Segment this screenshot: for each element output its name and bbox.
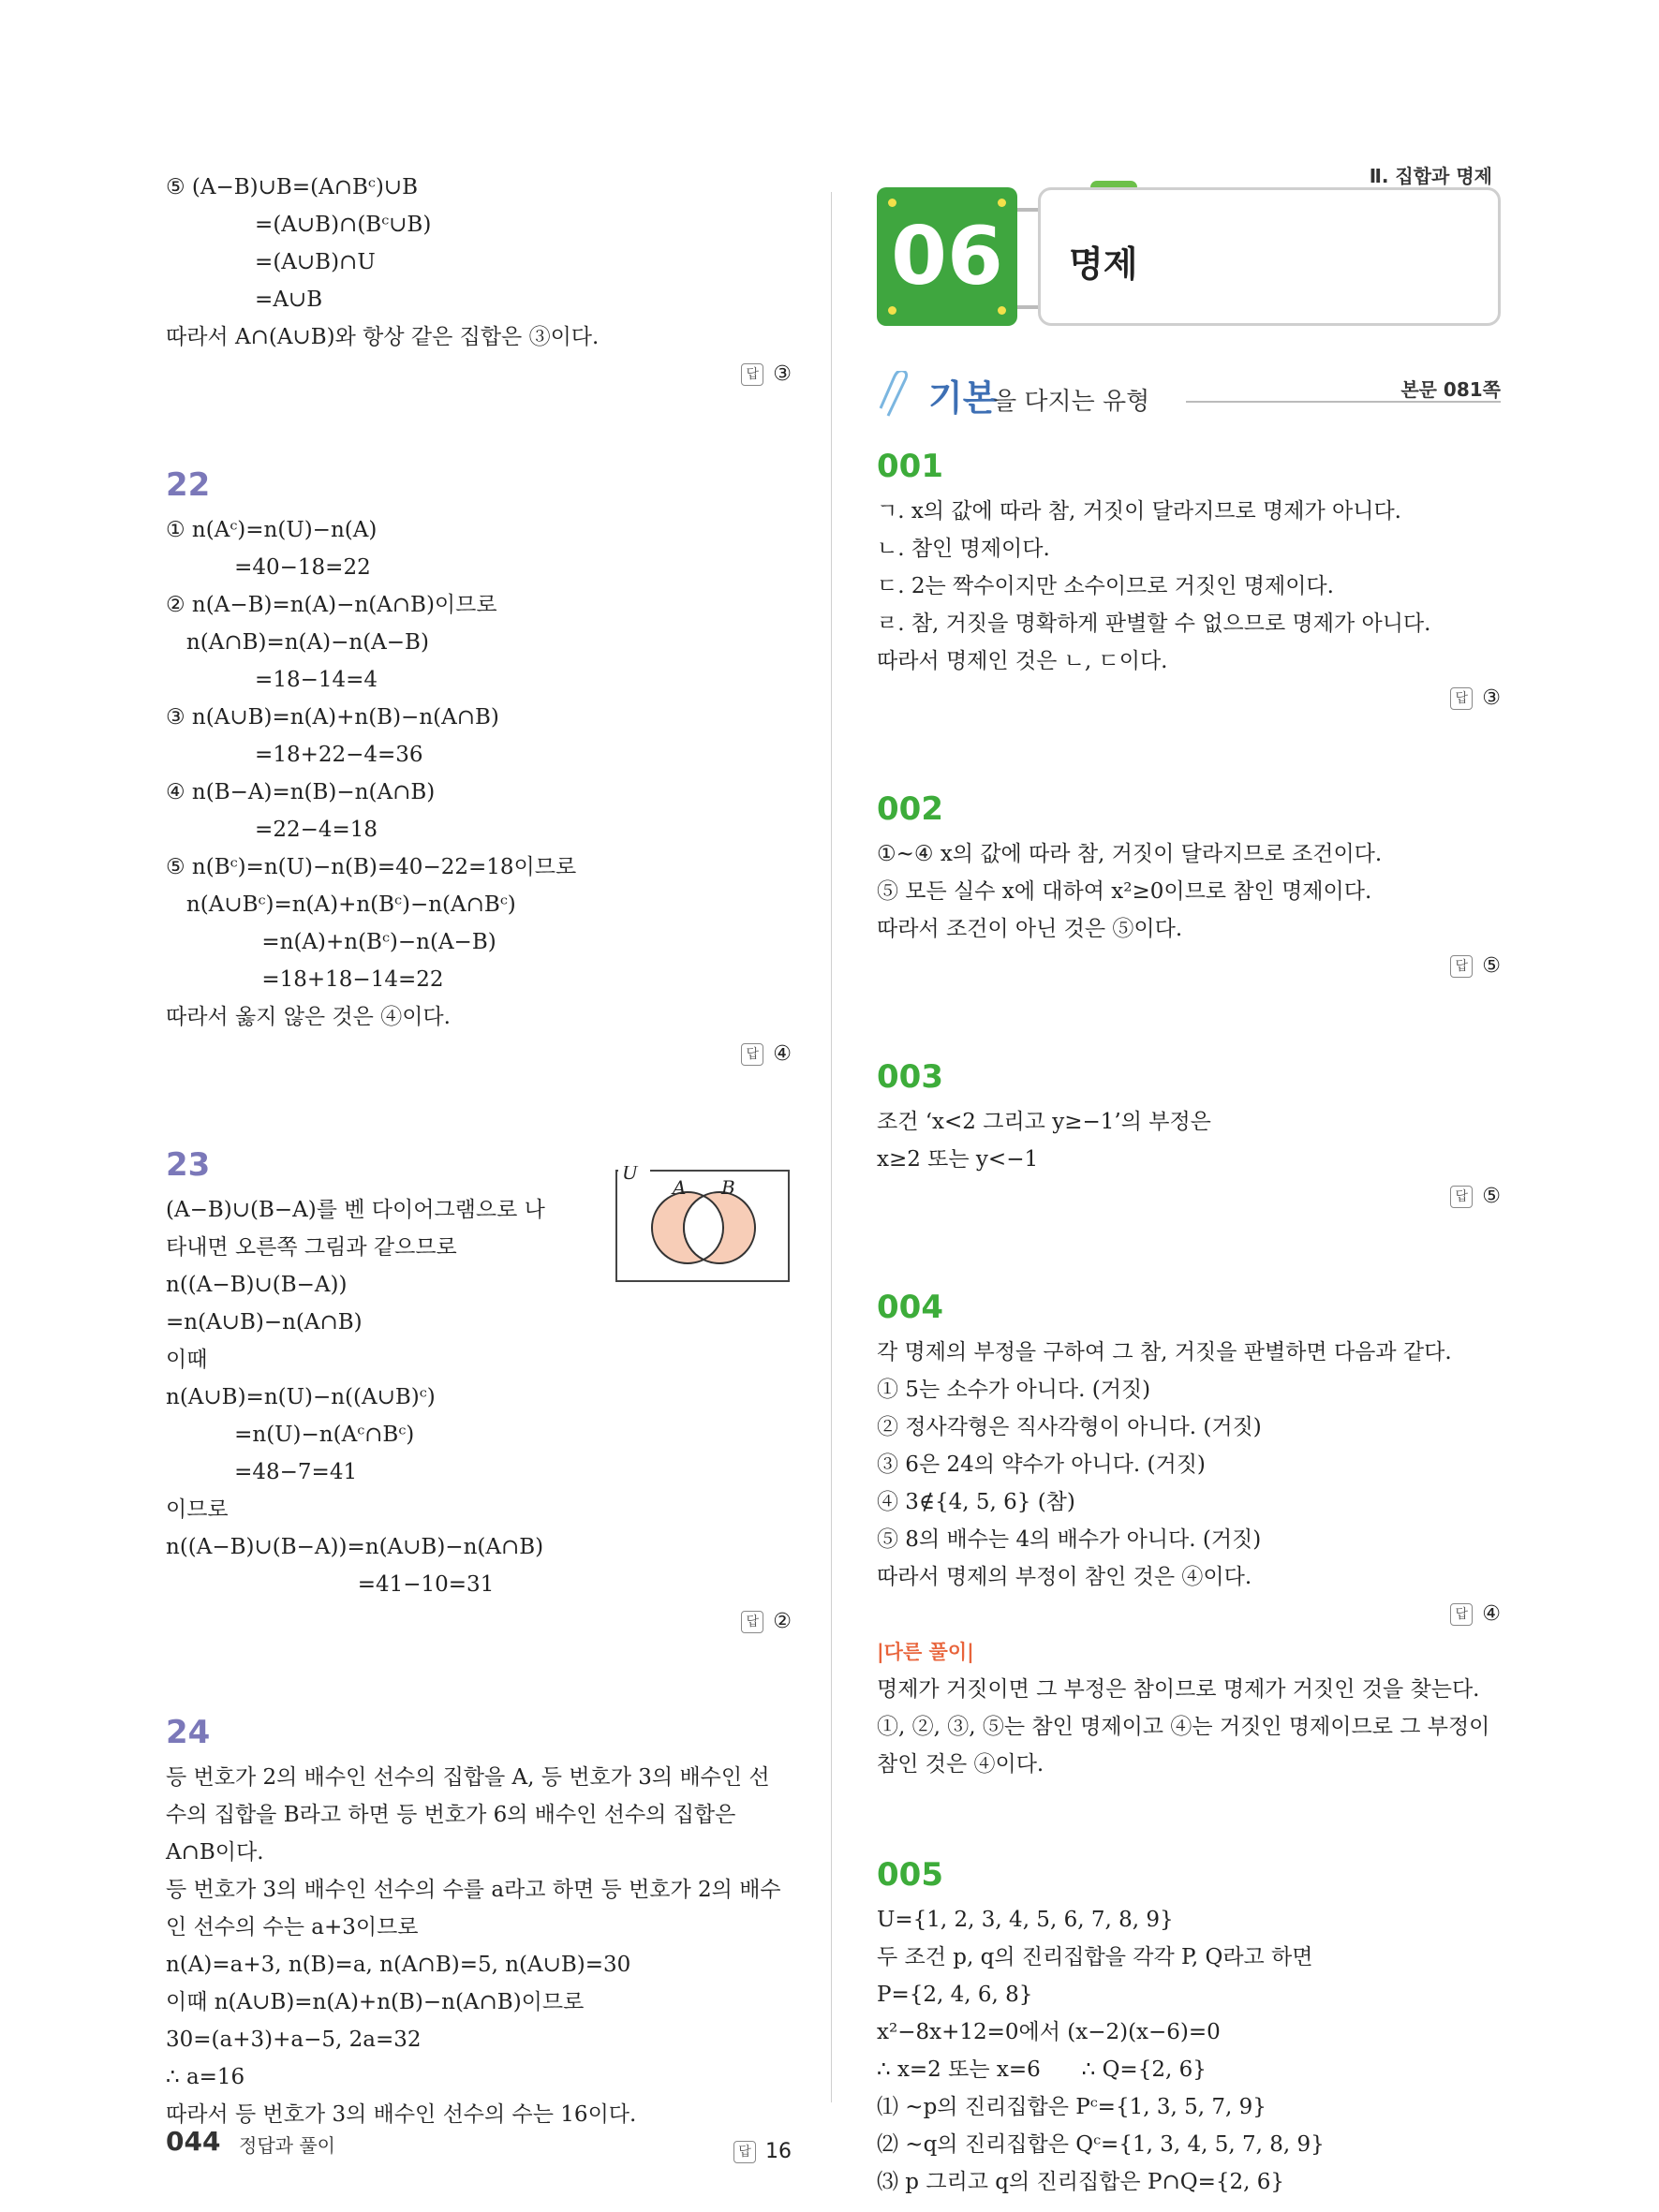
answer: [877, 948, 1501, 985]
text-line: 따라서 명제의 부정이 참인 것은 ④이다.: [877, 1565, 1252, 1589]
text-line: =A∪B: [166, 288, 323, 312]
text-line: ①, ②, ③, ⑤는 참인 명제이고 ④는 거짓인 명제이므로 그 부정이: [877, 1715, 1490, 1739]
answer-value: ②: [773, 1610, 792, 1633]
chapter-number: 06: [891, 210, 1003, 303]
section-title-rest: 을 다지는 유형: [993, 388, 1150, 416]
text-line: 이므로: [166, 1497, 229, 1522]
text-line: ⑶ p 그리고 q의 진리집합은 P∩Q={2, 6}: [877, 2170, 1284, 2194]
text-line: ⑤ 8의 배수는 4의 배수가 아니다. (거짓): [877, 1527, 1262, 1552]
text-line: ② n(A−B)=n(A)−n(A∩B)이므로: [166, 593, 497, 617]
answer-icon: 답: [741, 363, 763, 386]
answer-value: 16: [765, 2140, 792, 2163]
text-line: 등 번호가 3의 배수인 선수의 수를 a라고 하면 등 번호가 2의 배수: [166, 1878, 781, 1902]
text-line: =n(A)+n(Bᶜ)−n(A−B): [166, 930, 496, 954]
text-line: 따라서 등 번호가 3의 배수인 선수의 수는 16이다.: [166, 2102, 637, 2127]
text-line: 따라서 옳지 않은 것은 ④이다.: [166, 1005, 451, 1029]
problem-004: [877, 1281, 1501, 1783]
text-line: ①~④ x의 값에 따라 참, 거짓이 달라지므로 조건이다.: [877, 842, 1383, 866]
answer: [166, 1036, 792, 1073]
text-line: 수의 집합을 B라고 하면 등 번호가 6의 배수인 선수의 집합은: [166, 1803, 736, 1827]
text-line: =18−14=4: [166, 668, 378, 692]
page-reference: 본문 081쪽: [1400, 378, 1501, 401]
text-line: 이때: [166, 1348, 208, 1372]
text-line: ① 5는 소수가 아니다. (거짓): [877, 1378, 1151, 1402]
text-line: A∩B이다.: [166, 1840, 264, 1865]
answer-value: ③: [773, 362, 792, 386]
answer-value: ④: [1482, 1602, 1501, 1626]
problem-number: 004: [877, 1289, 943, 1326]
problem-number: 23: [166, 1146, 211, 1184]
text-line: ㄹ. 참, 거짓을 명확하게 판별할 수 없으므로 명제가 아니다.: [877, 612, 1431, 636]
alt-solution-label: |다른 풀이|: [877, 1641, 974, 1663]
venn-label-u: U: [622, 1166, 638, 1184]
text-line: ④ n(B−A)=n(B)−n(A∩B): [166, 780, 436, 804]
text-line: P={2, 4, 6, 8}: [877, 1983, 1033, 2007]
venn-label-b: B: [721, 1176, 735, 1199]
text-line: =18+22−4=36: [166, 743, 423, 767]
answer-icon: 답: [741, 1043, 763, 1066]
chapter-number-box: [877, 187, 1017, 326]
text-line: 타내면 오른쪽 그림과 같으므로: [166, 1235, 457, 1260]
text-line: ∴ a=16: [166, 2065, 245, 2089]
answer-icon: 답: [1450, 1186, 1473, 1208]
page-number: 044: [166, 2126, 221, 2157]
problem-22: [166, 459, 792, 1073]
answer-icon: 답: [1450, 1603, 1473, 1626]
section-title-strong: 기본: [928, 377, 998, 419]
problem-number: 005: [877, 1856, 943, 1894]
text-line: 인 선수의 수는 a+3이므로: [166, 1915, 419, 1939]
chapter-title-box: [1038, 187, 1501, 326]
text-line: ⑤ 모든 실수 x에 대하여 x²≥0이므로 참인 명제이다.: [877, 879, 1372, 904]
text-line: ④ 3∉{4, 5, 6} (참): [877, 1490, 1075, 1514]
answer-icon: 답: [1450, 955, 1473, 978]
text-line: n(A∪B)=n(U)−n((A∪B)ᶜ): [166, 1385, 436, 1409]
problem-24: [166, 1706, 792, 2171]
text-line: U={1, 2, 3, 4, 5, 6, 7, 8, 9}: [877, 1908, 1174, 1932]
venn-diagram: [615, 1166, 792, 1288]
text-line: ∴ x=2 또는 x=6 ∴ Q={2, 6}: [877, 2057, 1207, 2082]
text-line: =n(A∪B)−n(A∩B): [166, 1310, 363, 1335]
answer: [166, 1603, 792, 1641]
text-line: ⑵ ~q의 진리집합은 Qᶜ={1, 3, 4, 5, 7, 8, 9}: [877, 2132, 1325, 2157]
text-line: ㄷ. 2는 짝수이지만 소수이므로 거짓인 명제이다.: [877, 574, 1334, 598]
text-line: n((A−B)∪(B−A)): [166, 1273, 348, 1297]
text-line: n((A−B)∪(B−A))=n(A∪B)−n(A∩B): [166, 1535, 544, 1559]
clip-icon: [877, 371, 914, 423]
text-line: =48−7=41: [166, 1460, 358, 1484]
answer-value: ⑤: [1482, 1185, 1501, 1208]
problem-21-cont: [166, 169, 792, 393]
problem-005: [877, 1849, 1501, 2201]
text-line: 두 조건 p, q의 진리집합을 각각 P, Q라고 하면: [877, 1945, 1313, 1969]
text-line: 조건 ‘x<2 그리고 y≥−1’의 부정은: [877, 1110, 1211, 1134]
text-line: ③ 6은 24의 약수가 아니다. (거짓): [877, 1453, 1206, 1477]
text-line: 따라서 A∩(A∪B)와 항상 같은 집합은 ③이다.: [166, 325, 600, 349]
footer-label: 정답과 풀이: [239, 2134, 335, 2157]
text-line: =40−18=22: [166, 555, 371, 580]
text-line: n(A∩B)=n(A)−n(A−B): [166, 630, 429, 655]
right-column: [877, 440, 1501, 2201]
text-line: n(A∪Bᶜ)=n(A)+n(Bᶜ)−n(A∩Bᶜ): [166, 892, 516, 917]
text-line: ㄱ. x의 값에 따라 참, 거짓이 달라지므로 명제가 아니다.: [877, 499, 1401, 524]
text-line: 따라서 명제인 것은 ㄴ, ㄷ이다.: [877, 649, 1168, 673]
problem-001: [877, 440, 1501, 717]
text-line: 30=(a+3)+a−5, 2a=32: [166, 2028, 422, 2052]
text-line: ⑤ (A−B)∪B=(A∩Bᶜ)∪B: [166, 175, 418, 199]
text-line: 따라서 조건이 아닌 것은 ⑤이다.: [877, 917, 1183, 941]
problem-number: 24: [166, 1714, 211, 1751]
answer: [877, 1596, 1501, 1633]
answer: [877, 680, 1501, 717]
text-line: 참인 것은 ④이다.: [877, 1752, 1044, 1777]
text-line: ② 정사각형은 직사각형이 아니다. (거짓): [877, 1415, 1262, 1439]
problem-number: 002: [877, 790, 943, 828]
text-line: =(A∪B)∩(Bᶜ∪B): [166, 213, 432, 237]
connector-line: [1017, 305, 1040, 309]
text-line: =22−4=18: [166, 818, 378, 842]
text-line: 각 명제의 부정을 구하여 그 참, 거짓을 판별하면 다음과 같다.: [877, 1340, 1452, 1364]
chapter-label: Ⅱ. 집합과 명제: [1369, 165, 1492, 187]
text-line: ㄴ. 참인 명제이다.: [877, 537, 1050, 561]
answer: [166, 356, 792, 393]
text-line: =41−10=31: [166, 1572, 495, 1597]
answer-value: ④: [773, 1042, 792, 1066]
connector-line: [1017, 208, 1040, 212]
answer-icon: 답: [741, 1611, 763, 1633]
text-line: ③ n(A∪B)=n(A)+n(B)−n(A∩B): [166, 705, 499, 730]
text-line: ⑤ n(Bᶜ)=n(U)−n(B)=40−22=18이므로: [166, 855, 577, 879]
text-line: ⑴ ~p의 진리집합은 Pᶜ={1, 3, 5, 7, 9}: [877, 2095, 1266, 2119]
text-line: n(A)=a+3, n(B)=a, n(A∩B)=5, n(A∪B)=30: [166, 1953, 631, 1977]
answer-icon: 답: [1450, 687, 1473, 710]
answer-value: ③: [1482, 686, 1501, 710]
text-line: =18+18−14=22: [166, 967, 444, 992]
section-header: [877, 365, 1501, 421]
text-line: =(A∪B)∩U: [166, 250, 376, 274]
problem-003: [877, 1051, 1501, 1216]
column-divider: [831, 192, 832, 2102]
venn-label-a: A: [673, 1176, 687, 1199]
chapter-title: 명제: [1069, 243, 1138, 285]
text-line: =n(U)−n(Aᶜ∩Bᶜ): [166, 1423, 415, 1447]
answer-icon: 답: [733, 2141, 756, 2163]
problem-number: 003: [877, 1058, 943, 1096]
answer-value: ⑤: [1482, 954, 1501, 978]
problem-002: [877, 783, 1501, 985]
text-line: 명제가 거짓이면 그 부정은 참이므로 명제가 거짓인 것을 찾는다.: [877, 1677, 1480, 1702]
text-line: x²−8x+12=0에서 (x−2)(x−6)=0: [877, 2020, 1221, 2044]
text-line: 등 번호가 2의 배수인 선수의 집합을 A, 등 번호가 3의 배수인 선: [166, 1765, 770, 1790]
problem-number: 001: [877, 448, 943, 485]
text-line: ① n(Aᶜ)=n(U)−n(A): [166, 518, 378, 542]
text-line: (A−B)∪(B−A)를 벤 다이어그램으로 나: [166, 1198, 545, 1222]
text-line: x≥2 또는 y<−1: [877, 1147, 1039, 1172]
answer: [877, 1178, 1501, 1216]
text-line: 이때 n(A∪B)=n(A)+n(B)−n(A∩B)이므로: [166, 1990, 585, 2014]
problem-number: 22: [166, 466, 211, 504]
